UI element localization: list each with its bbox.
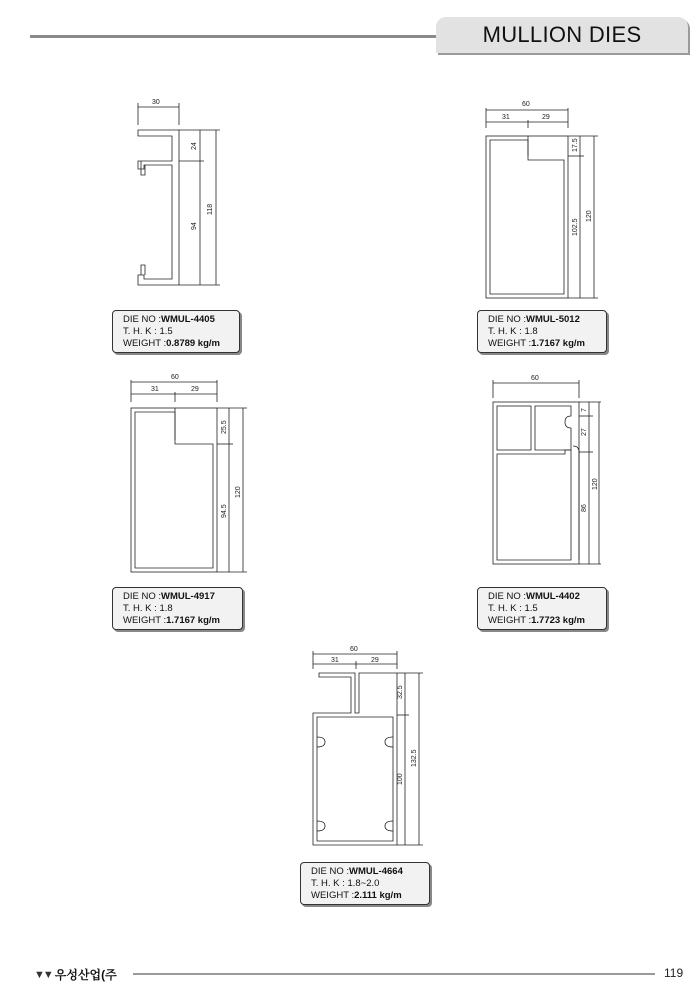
die-drawing-wmul-4664 bbox=[305, 645, 435, 855]
page-title: MULLION DIES bbox=[436, 17, 688, 53]
die-drawing-wmul-4405 bbox=[120, 95, 230, 295]
svg-text:31: 31 bbox=[151, 386, 159, 393]
svg-text:27: 27 bbox=[581, 428, 588, 436]
svg-text:120: 120 bbox=[592, 478, 599, 490]
svg-text:94.5: 94.5 bbox=[221, 504, 228, 518]
dim-width: 30 bbox=[152, 99, 160, 106]
die-info-wmul-4917: DIE NO :WMUL-4917 T. H. K : 1.8 WEIGHT :1.7167 kg/m bbox=[112, 587, 243, 630]
svg-text:102.5: 102.5 bbox=[572, 218, 579, 236]
svg-text:120: 120 bbox=[586, 210, 593, 222]
company-logo bbox=[34, 966, 117, 983]
svg-text:100: 100 bbox=[397, 773, 404, 785]
svg-text:132.5: 132.5 bbox=[411, 749, 418, 767]
svg-text:31: 31 bbox=[502, 114, 510, 121]
die-info-wmul-4402: DIE NO :WMUL-4402 T. H. K : 1.5 WEIGHT :1.7723 kg/m bbox=[477, 587, 607, 630]
logo-mark-icon: ▼▼ bbox=[34, 968, 52, 981]
die-info-wmul-4405: DIE NO :WMUL-4405 T. H. K : 1.5 WEIGHT :0.8789 kg/m bbox=[112, 310, 240, 353]
svg-text:25.5: 25.5 bbox=[221, 420, 228, 434]
page-number: 119 bbox=[664, 966, 684, 980]
svg-text:29: 29 bbox=[542, 114, 550, 121]
svg-text:60: 60 bbox=[350, 646, 358, 653]
svg-text:60: 60 bbox=[531, 375, 539, 382]
svg-text:31: 31 bbox=[331, 657, 339, 664]
die-drawing-wmul-4402 bbox=[485, 372, 610, 582]
company-name: 우성산업(주 bbox=[54, 968, 117, 982]
svg-text:7: 7 bbox=[581, 408, 588, 412]
dim-total: 118 bbox=[207, 203, 214, 215]
dim-top: 24 bbox=[191, 142, 198, 150]
footer-rule bbox=[133, 973, 655, 975]
svg-text:120: 120 bbox=[235, 486, 242, 498]
svg-text:29: 29 bbox=[371, 657, 379, 664]
die-info-wmul-5012: DIE NO :WMUL-5012 T. H. K : 1.8 WEIGHT :1.7167 kg/m bbox=[477, 310, 607, 353]
svg-text:60: 60 bbox=[171, 374, 179, 381]
svg-text:32.5: 32.5 bbox=[397, 685, 404, 699]
svg-text:29: 29 bbox=[191, 386, 199, 393]
die-info-wmul-4664: DIE NO :WMUL-4664 T. H. K : 1.8~2.0 WEIGHT :2.111 kg/m bbox=[300, 862, 430, 905]
svg-text:86: 86 bbox=[581, 504, 588, 512]
die-drawing-wmul-5012 bbox=[480, 98, 610, 308]
header-rule bbox=[30, 35, 440, 38]
dim-bottom: 94 bbox=[191, 222, 198, 230]
die-drawing-wmul-4917 bbox=[125, 372, 255, 582]
svg-text:60: 60 bbox=[522, 101, 530, 108]
svg-text:17.5: 17.5 bbox=[572, 138, 579, 152]
